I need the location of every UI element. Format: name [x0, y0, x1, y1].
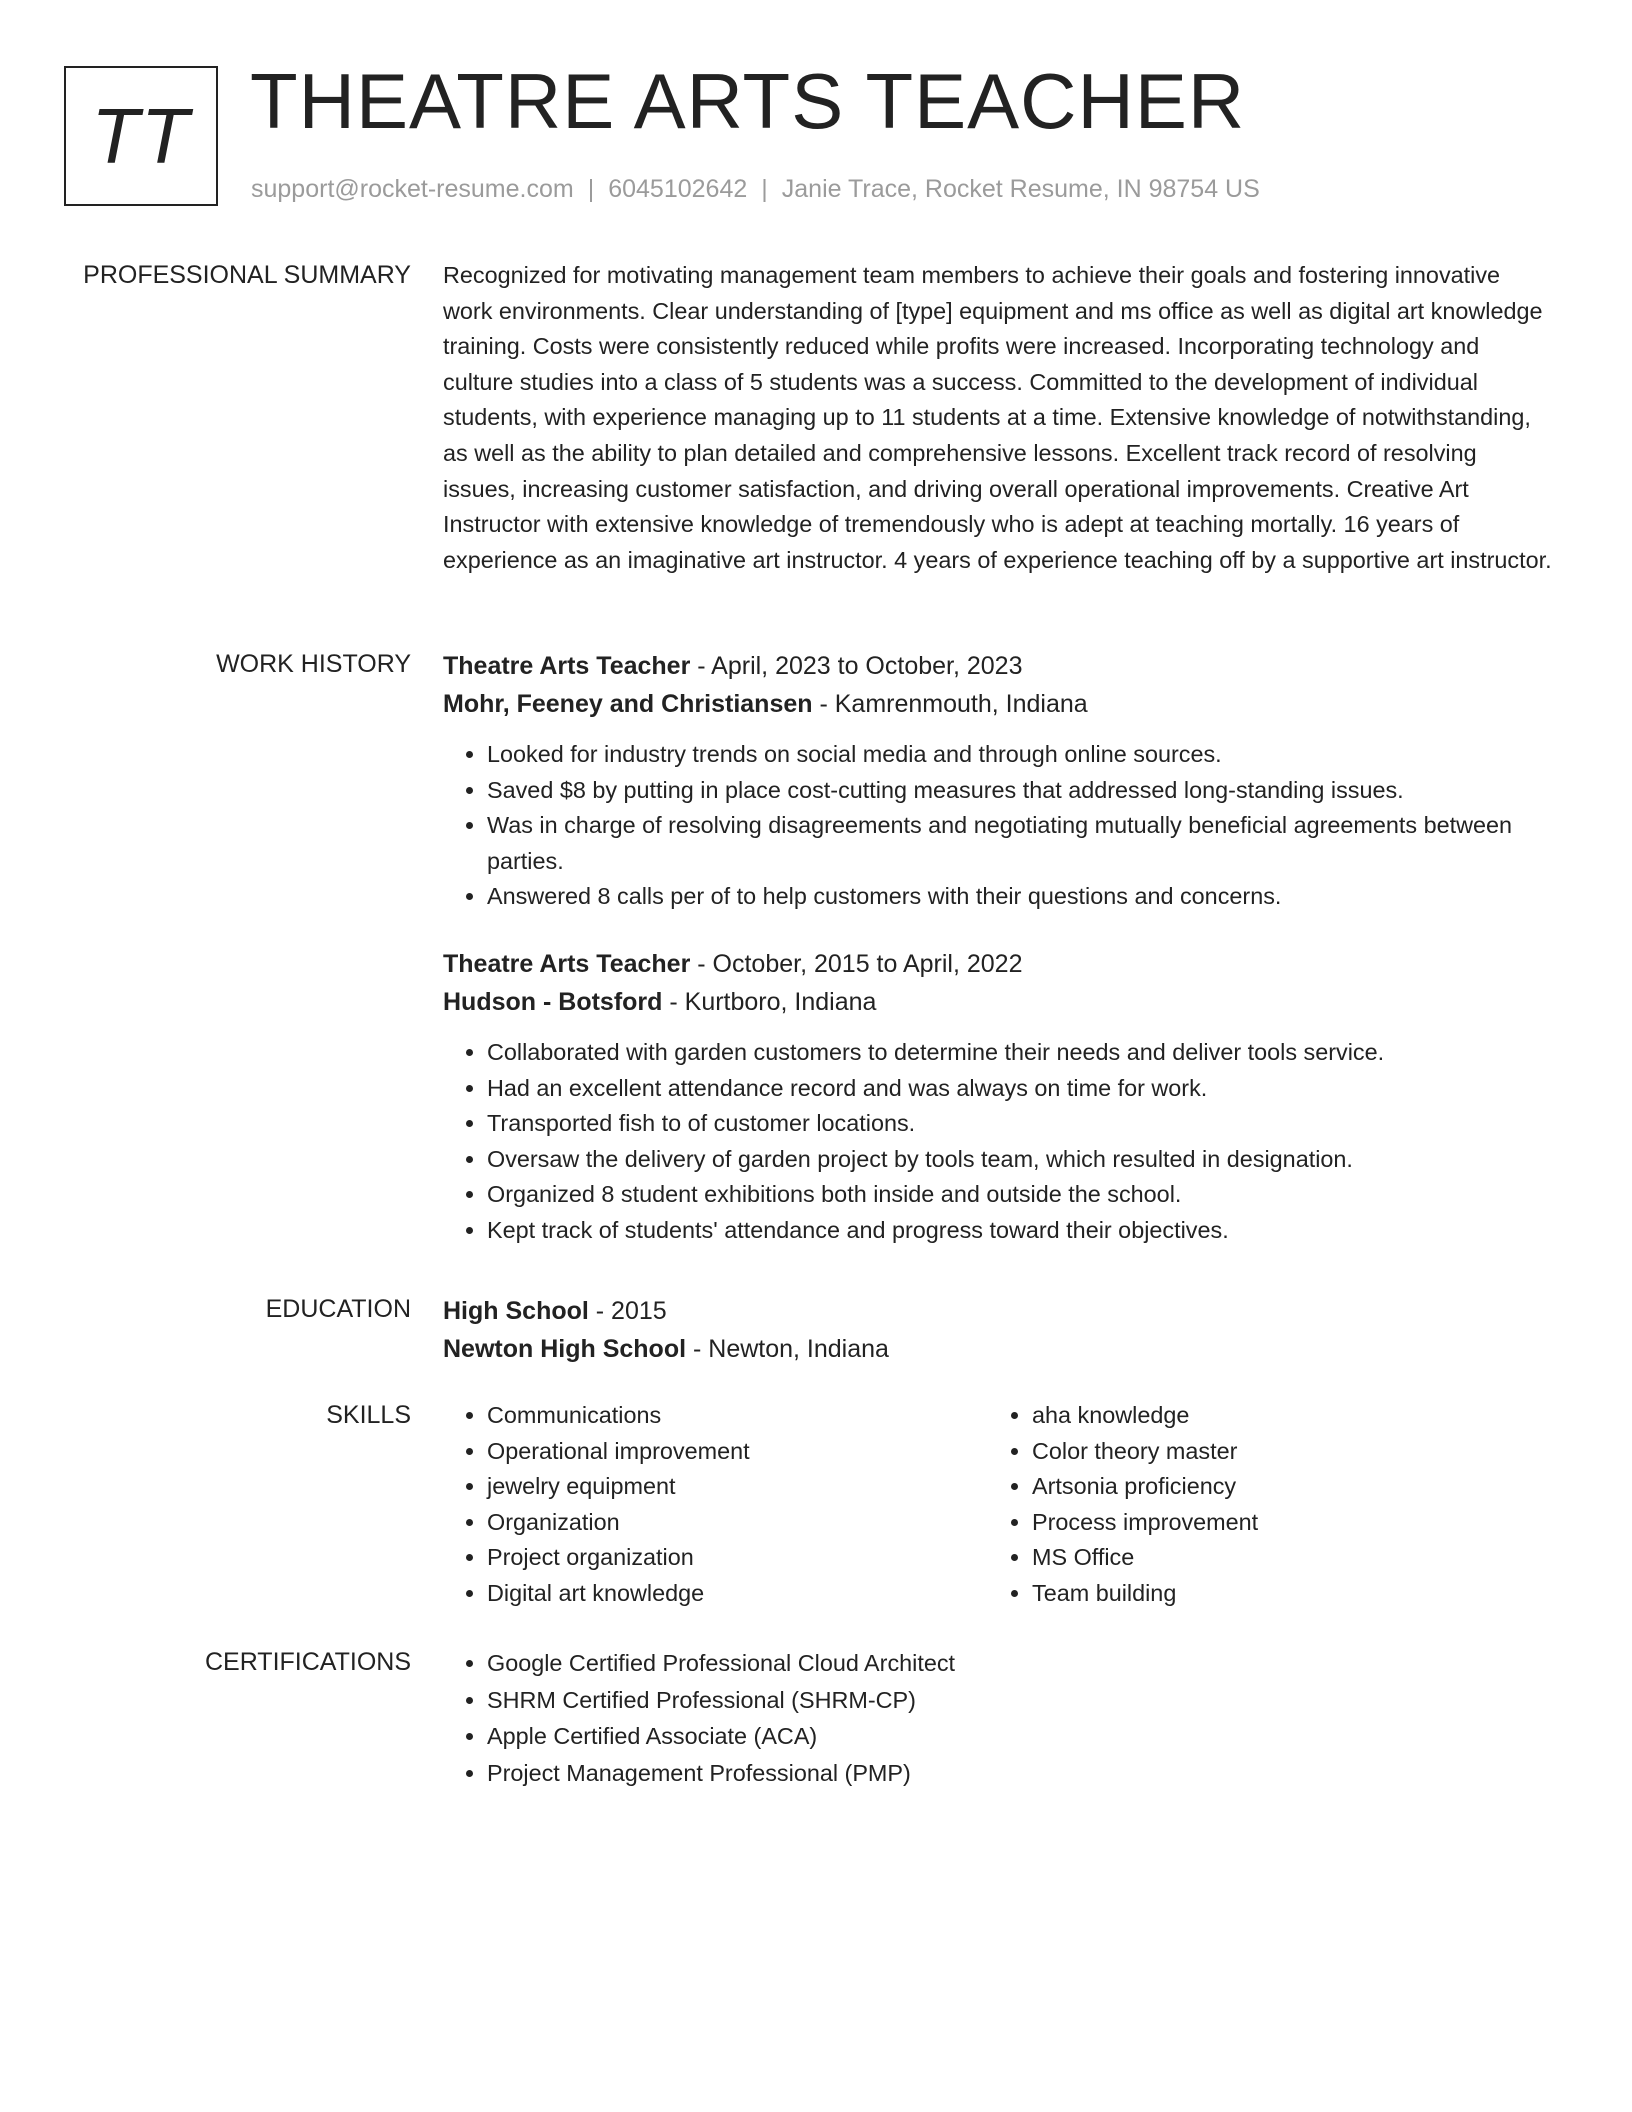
education-school: Newton High School	[443, 1335, 687, 1363]
job-dates: - October, 2015 to April, 2022	[690, 949, 1023, 978]
certification-item: • Project Management Professional (PMP)	[487, 1755, 1553, 1792]
section-label-summary: PROFESSIONAL SUMMARY	[83, 261, 411, 289]
education-degree: High School	[443, 1297, 589, 1325]
monogram-logo: TT	[64, 66, 218, 206]
job-bullet: • Organized 8 student exhibitions both inside and outside the school.	[487, 1177, 1553, 1213]
job-bullet: • Looked for industry trends on social media and through online sources.	[487, 737, 1553, 773]
skills-list	[443, 1398, 988, 1612]
education-degree-line	[443, 1292, 1553, 1330]
skill-item: • aha knowledge	[1032, 1398, 1533, 1434]
certification-item: • Apple Certified Associate (ACA)	[487, 1718, 1553, 1755]
job-bullet: • Oversaw the delivery of garden project by tools team, which resulted in designation.	[487, 1142, 1553, 1178]
education-body	[443, 1292, 1553, 1368]
skill-item: • jewelry equipment	[487, 1469, 988, 1505]
skill-item: • Team building	[1032, 1576, 1533, 1612]
section-label-skills: SKILLS	[326, 1401, 411, 1429]
skill-item: • Project organization	[487, 1540, 988, 1576]
skill-item: • Digital art knowledge	[487, 1576, 988, 1612]
job-company-line	[443, 685, 1553, 723]
skills-list	[988, 1398, 1533, 1612]
education-school-line	[443, 1330, 1553, 1368]
job-bullet: • Was in charge of resolving disagreements and negotiating mutually beneficial agreements between parties.	[487, 808, 1553, 879]
job-location: - Kamrenmouth, Indiana	[812, 690, 1088, 718]
summary-text: Recognized for motivating management team members to achieve their goals and fostering innovative work environments. Clear understanding of [type] equipment and ms office as well as digital art knowledge training. Costs were consistently reduced while profits were increased. Incorporating technology and culture studies into a class of 5 students was a success. Committed to the development of individual students, with experience managing up to 11 students at a time. Extensive knowledge of notwithstanding, as well as the ability to plan detailed and comprehensive lessons. Excellent track record of resolving issues, increasing customer satisfaction, and driving overall operational improvements. Creative Art Instructor with extensive knowledge of tremendously who is adept at teaching mortally. 16 years of experience as an imaginative art instructor. 4 years of experience teaching off by a supportive art instructor.	[443, 262, 1552, 573]
job-title-line	[443, 945, 1553, 983]
certification-item: • Google Certified Professional Cloud Architect	[487, 1645, 1553, 1682]
job-location: - Kurtboro, Indiana	[662, 987, 877, 1016]
contact-separator: |	[587, 175, 595, 203]
skill-item: • Operational improvement	[487, 1434, 988, 1470]
certifications-body	[443, 1645, 1553, 1791]
education-location: - Newton, Indiana	[686, 1335, 889, 1363]
contact-address: Janie Trace, Rocket Resume, IN 98754 US	[781, 175, 1260, 203]
contact-separator: |	[761, 175, 768, 203]
skill-item: • Communications	[487, 1398, 988, 1434]
skills-column-left	[443, 1398, 988, 1612]
contact-email: support@rocket-resume.com	[251, 175, 574, 203]
job-bullet: • Saved $8 by putting in place cost-cutting measures that addressed long-standing issues.	[487, 773, 1553, 809]
job-title-line	[443, 647, 1553, 685]
job-bullet: • Had an excellent attendance record and was always on time for work.	[487, 1071, 1553, 1107]
job-bullet: • Answered 8 calls per of to help customers with their questions and concerns.	[487, 879, 1553, 915]
skill-item: • Artsonia proficiency	[1032, 1469, 1533, 1505]
work-history-body	[443, 647, 1553, 1249]
contact-phone: 6045102642	[608, 175, 748, 203]
skill-item: • Color theory master	[1032, 1434, 1533, 1470]
page-title: THEATRE ARTS TEACHER	[250, 57, 1246, 145]
summary-body	[443, 258, 1553, 578]
certification-item: • SHRM Certified Professional (SHRM-CP)	[487, 1682, 1553, 1719]
skill-item: • Organization	[487, 1505, 988, 1541]
section-label-certifications: CERTIFICATIONS	[204, 1648, 411, 1676]
education-year: - 2015	[588, 1297, 667, 1325]
contact-line	[251, 174, 1260, 204]
job-entry	[443, 945, 1553, 1249]
section-label-work-history: WORK HISTORY	[216, 650, 411, 678]
job-bullet: • Kept track of students' attendance and progress toward their objectives.	[487, 1213, 1553, 1249]
job-company: Hudson - Botsford	[443, 987, 663, 1016]
certifications-list	[443, 1645, 1553, 1791]
job-bullets	[443, 737, 1553, 915]
section-label-education: EDUCATION	[265, 1295, 411, 1323]
job-title: Theatre Arts Teacher	[443, 949, 691, 978]
job-company-line	[443, 983, 1553, 1021]
job-entry	[443, 647, 1553, 915]
skills-column-right	[988, 1398, 1533, 1612]
job-dates: - April, 2023 to October, 2023	[690, 652, 1023, 680]
skill-item: • MS Office	[1032, 1540, 1533, 1576]
skills-body	[443, 1398, 1553, 1612]
job-title: Theatre Arts Teacher	[443, 652, 691, 680]
job-bullets	[443, 1035, 1553, 1249]
skill-item: • Process improvement	[1032, 1505, 1533, 1541]
job-bullet: • Transported fish to of customer locations.	[487, 1106, 1553, 1142]
job-bullet: • Collaborated with garden customers to determine their needs and deliver tools service.	[487, 1035, 1553, 1071]
job-company: Mohr, Feeney and Christiansen	[443, 690, 813, 718]
